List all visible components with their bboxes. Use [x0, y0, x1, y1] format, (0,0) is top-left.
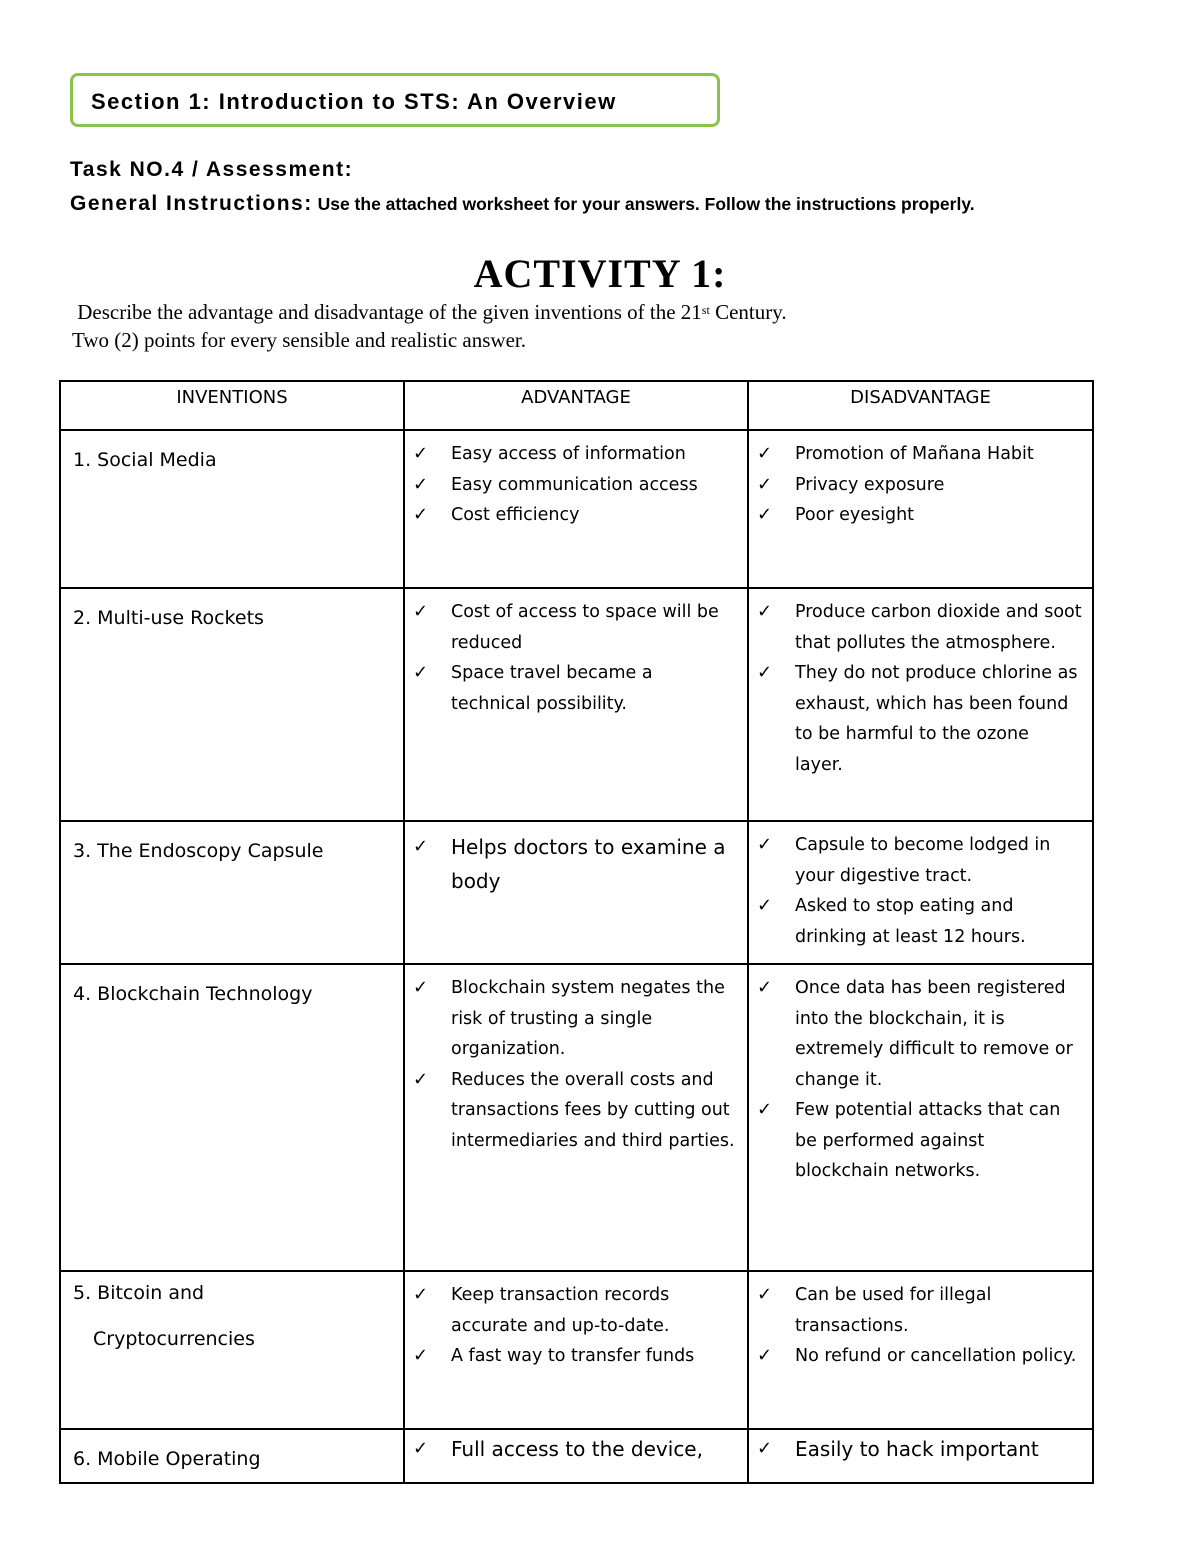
- checkmark-icon: ✓: [413, 504, 429, 525]
- checkmark-icon: ✓: [413, 1438, 429, 1459]
- disadvantage-cell: [748, 1271, 1093, 1429]
- activity-description: [72, 298, 787, 354]
- disadvantage-text: Produce carbon dioxide and soot that pollutes the atmosphere.: [795, 602, 1082, 653]
- invention-cell: [60, 588, 404, 821]
- disadvantage-text: Asked to stop eating and drinking at least 12 hours.: [795, 896, 1026, 947]
- list-item: [757, 973, 1082, 1095]
- list-item: [757, 597, 1082, 658]
- header-disadvantage: DISADVANTAGE: [748, 381, 1093, 430]
- checkmark-icon: ✓: [413, 836, 429, 857]
- advantage-cell: [404, 1271, 748, 1429]
- checkmark-icon: ✓: [757, 473, 773, 495]
- list-item: [413, 439, 737, 470]
- list-item: [757, 1432, 1082, 1466]
- table-row: [60, 821, 1093, 964]
- advantage-text: Keep transaction records accurate and up-to-date.: [451, 1285, 670, 1336]
- checkmark-icon: ✓: [757, 504, 773, 525]
- header-advantage: ADVANTAGE: [404, 381, 748, 430]
- checkmark-icon: ✓: [757, 1345, 773, 1366]
- list-item: [413, 500, 737, 531]
- list-item: [757, 830, 1082, 891]
- disadvantage-text: Promotion of Mañana Habit: [795, 444, 1034, 464]
- list-item: [413, 973, 737, 1065]
- list-item: [757, 1095, 1082, 1187]
- table-row: [60, 1271, 1093, 1429]
- disadvantage-text: Few potential attacks that can be performed against blockchain networks.: [795, 1100, 1061, 1181]
- advantage-text: Cost efficiency: [451, 505, 580, 525]
- task-label: Task NO.4 / Assessment:: [70, 158, 354, 181]
- list-item: [757, 891, 1082, 952]
- desc-line1-sup: st: [701, 303, 710, 317]
- list-item: [757, 439, 1082, 470]
- list-item: [757, 658, 1082, 780]
- table-row: [60, 430, 1093, 588]
- disadvantage-text: No refund or cancellation policy.: [795, 1346, 1077, 1366]
- advantage-text: Blockchain system negates the risk of trusting a single organization.: [451, 978, 725, 1059]
- table-header-row: [60, 381, 1093, 430]
- checkmark-icon: ✓: [413, 977, 429, 998]
- advantage-text: Space travel became a technical possibility.: [451, 663, 653, 714]
- advantage-cell: [404, 588, 748, 821]
- checkmark-icon: ✓: [757, 977, 773, 998]
- disadvantage-text: Capsule to become lodged in your digestive tract.: [795, 835, 1051, 886]
- advantage-text: Helps doctors to examine a body: [451, 835, 726, 893]
- inventions-table: [59, 380, 1094, 1484]
- desc-line1-a: Describe the advantage and disadvantage of the given inventions of the 21: [77, 300, 702, 324]
- checkmark-icon: ✓: [757, 1284, 773, 1305]
- advantage-cell: [404, 1429, 748, 1483]
- disadvantage-text: Privacy exposure: [795, 474, 945, 495]
- checkmark-icon: ✓: [757, 601, 773, 622]
- invention-name: 4. Blockchain Technology: [73, 983, 313, 1005]
- invention-cell: [60, 1429, 404, 1483]
- advantage-cell: [404, 821, 748, 964]
- checkmark-icon: ✓: [413, 1345, 429, 1366]
- list-item: [757, 1341, 1082, 1372]
- instructions-text: Use the attached worksheet for your answers. Follow the instructions properly.: [312, 194, 975, 214]
- invention-name: 6. Mobile Operating: [73, 1448, 261, 1470]
- disadvantage-cell: [748, 1429, 1093, 1483]
- list-item: [413, 830, 737, 898]
- checkmark-icon: ✓: [413, 1284, 429, 1305]
- header-inventions: INVENTIONS: [60, 381, 404, 430]
- disadvantage-text: They do not produce chlorine as exhaust, which has been found to be harmful to the ozone layer.: [795, 663, 1078, 775]
- checkmark-icon: ✓: [757, 443, 773, 464]
- checkmark-icon: ✓: [757, 1438, 773, 1459]
- table-row: [60, 1429, 1093, 1483]
- checkmark-icon: ✓: [757, 834, 773, 855]
- activity-title: ACTIVITY 1:: [473, 251, 727, 296]
- instructions-label: General Instructions:: [70, 192, 313, 215]
- advantage-text: Easy access of information: [451, 444, 686, 464]
- checkmark-icon: ✓: [413, 473, 429, 495]
- checkmark-icon: ✓: [757, 1099, 773, 1120]
- disadvantage-cell: [748, 430, 1093, 588]
- list-item: [757, 500, 1082, 531]
- checkmark-icon: ✓: [757, 662, 773, 683]
- desc-line2: Two (2) points for every sensible and realistic answer.: [72, 328, 526, 352]
- invention-cell: [60, 1271, 404, 1429]
- section-header-box: [70, 73, 720, 127]
- list-item: [413, 597, 737, 658]
- advantage-text: Full access to the device,: [451, 1437, 703, 1461]
- list-item: [413, 1280, 737, 1341]
- table-row: [60, 964, 1093, 1271]
- list-item: [413, 1341, 737, 1372]
- advantage-cell: [404, 964, 748, 1271]
- advantage-text: Easy communication access: [451, 474, 698, 495]
- disadvantage-cell: [748, 588, 1093, 821]
- general-instructions: [70, 192, 975, 216]
- checkmark-icon: ✓: [413, 443, 429, 464]
- checkmark-icon: ✓: [413, 662, 429, 683]
- checkmark-icon: ✓: [413, 1068, 429, 1090]
- list-item: [413, 1065, 737, 1157]
- invention-cell: [60, 821, 404, 964]
- list-item: [757, 470, 1082, 501]
- advantage-text: Cost of access to space will be reduced: [451, 602, 719, 653]
- invention-name: 1. Social Media: [73, 449, 217, 471]
- checkmark-icon: ✓: [413, 601, 429, 622]
- invention-name: 5. Bitcoin and: [73, 1282, 205, 1304]
- disadvantage-text: Can be used for illegal transactions.: [795, 1285, 992, 1336]
- list-item: [413, 470, 737, 501]
- disadvantage-text: Once data has been registered into the blockchain, it is extremely difficult to remove or change it.: [795, 978, 1073, 1090]
- invention-name: 2. Multi-use Rockets: [73, 607, 264, 629]
- invention-cell: [60, 430, 404, 588]
- list-item: [413, 1432, 737, 1466]
- section-title: Section 1: Introduction to STS: An Overview: [91, 89, 617, 114]
- list-item: [757, 1280, 1082, 1341]
- advantage-text: A fast way to transfer funds: [451, 1346, 695, 1366]
- advantage-text: Reduces the overall costs and transactions fees by cutting out intermediaries and third parties.: [451, 1069, 735, 1151]
- disadvantage-cell: [748, 964, 1093, 1271]
- invention-cell: [60, 964, 404, 1271]
- invention-name: 3. The Endoscopy Capsule: [73, 840, 324, 862]
- checkmark-icon: ✓: [757, 895, 773, 916]
- table-row: [60, 588, 1093, 821]
- invention-name-continued: Cryptocurrencies: [93, 1328, 255, 1350]
- advantage-cell: [404, 430, 748, 588]
- desc-line1-b: Century.: [709, 300, 787, 324]
- disadvantage-text: Poor eyesight: [795, 505, 915, 525]
- list-item: [413, 658, 737, 719]
- disadvantage-text: Easily to hack important: [795, 1437, 1039, 1461]
- disadvantage-cell: [748, 821, 1093, 964]
